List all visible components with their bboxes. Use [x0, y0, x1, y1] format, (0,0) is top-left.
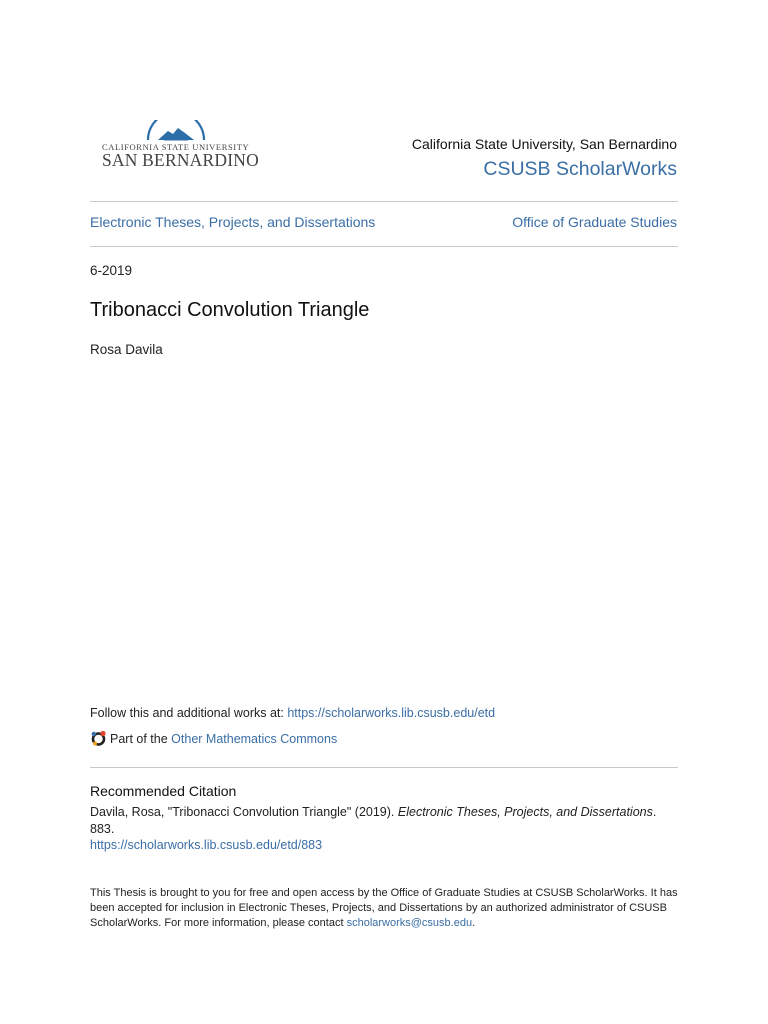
commons-network-icon: [90, 730, 107, 747]
notice-end: .: [472, 917, 476, 929]
document-title: Tribonacci Convolution Triangle: [90, 299, 370, 321]
office-link[interactable]: Office of Graduate Studies: [512, 214, 677, 230]
follow-label: Follow this and additional works at:: [90, 706, 288, 720]
citation-url-link[interactable]: https://scholarworks.lib.csusb.edu/etd/883: [90, 838, 323, 852]
collection-link[interactable]: Electronic Theses, Projects, and Dissertations: [90, 214, 376, 230]
repository-link[interactable]: CSUSB ScholarWorks: [483, 158, 677, 180]
publication-date: 6-2019: [90, 263, 133, 278]
part-of-label: Part of the: [110, 731, 168, 746]
citation-series: Electronic Theses, Projects, and Dissertations: [397, 805, 653, 819]
citation-body: Davila, Rosa, "Tribonacci Convolution Triangle" (2019).: [90, 805, 398, 819]
follow-line: [90, 706, 495, 720]
author-name: Rosa Davila: [90, 342, 163, 357]
recommended-citation-heading: Recommended Citation: [90, 783, 237, 799]
csusb-logo[interactable]: [100, 120, 260, 176]
logo-top-text: CALIFORNIA STATE UNIVERSITY: [102, 142, 250, 152]
divider: [90, 201, 678, 202]
mountain-arc-logo-icon: [144, 120, 208, 144]
commons-link[interactable]: Other Mathematics Commons: [171, 731, 338, 746]
access-notice: [90, 886, 678, 931]
logo-bottom-text: SAN BERNARDINO: [102, 150, 259, 170]
follow-url-link[interactable]: https://scholarworks.lib.csusb.edu/etd: [287, 706, 496, 720]
citation-number: . 883.: [90, 805, 657, 836]
divider: [90, 767, 678, 768]
divider: [90, 246, 678, 247]
contact-email-link[interactable]: scholarworks@csusb.edu: [346, 917, 473, 929]
citation-text: [90, 804, 678, 838]
notice-text: This Thesis is brought to you for free and open access by the Office of Graduate Studies at CSUSB ScholarWorks. It has been accepted for inclusion in Electronic Theses, Projects, and Dissertations by an authorized administrator of CSUSB ScholarWorks. For more information, please contact: [90, 887, 678, 929]
institution-name: California State University, San Bernardino: [411, 136, 677, 152]
part-of-line: [90, 730, 337, 747]
